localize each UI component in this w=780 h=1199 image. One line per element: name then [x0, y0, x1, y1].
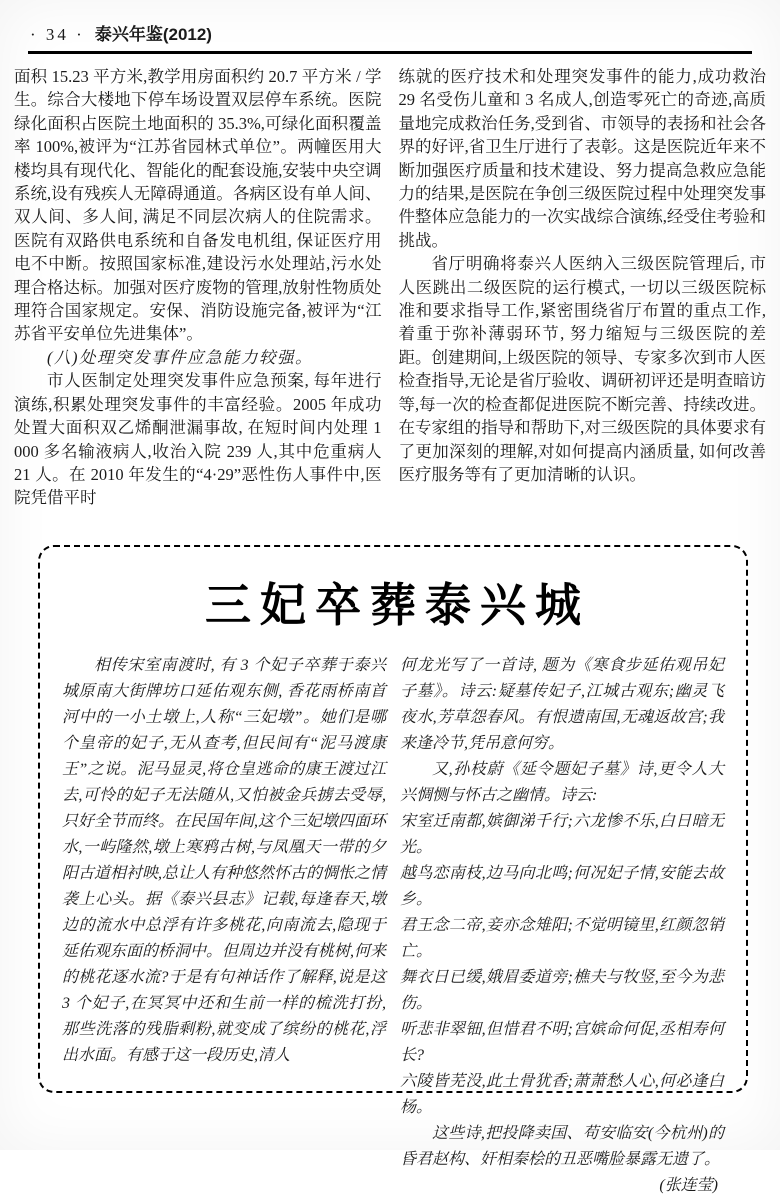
section-heading: (八)处理突发事件应急能力较强。 — [47, 347, 313, 367]
paragraph: 省厅明确将泰兴人医纳入三级医院管理后, 市人医跳出二级医院的运行模式, 一切以三级医院标准和要求指导工作,紧密围绕省厅布置的重点工作,着重于弥补薄弱环节, 努力缩短与三级医院的差距。创建期间,上级医院的领导、专家多次到市人医检查指导,无论是省厅验收、调研初评还是明查暗访等,每一次的检查都促进医院不断完善、持续改进。在专家组的指导和帮助下,对三级医院的具体要求有了更加深刻的理解,对如何提高内涵质量, 如何改善医疗服务等有了更加清晰的认识。 — [398, 254, 766, 484]
page-header — [14, 20, 766, 45]
poem-line: 越鸟恋南枝,边马向北鸣;何况妃子情,安能去故乡。 — [400, 865, 724, 908]
page-number: · 34 · — [30, 25, 85, 44]
poem-line: 宋室迁南都,嫔御涕千行;六龙惨不乐,白日暗无光。 — [400, 813, 724, 856]
article-right-column — [399, 65, 767, 510]
article-left-column — [14, 65, 382, 510]
paragraph: 面积 15.23 平方米,教学用房面积约 20.7 平方米 / 学生。综合大楼地下停车场设置双层停车系统。医院绿化面积占医院土地面积的 35.3%,可绿化面积覆盖率 100%,被评为“江苏省园林式单位”。两幢医用大楼均具有现代化、智能化的配套设施,安装中央空调系统,设有残疾人无障碍通道。各病区设有单人间、双人间、多人间, 满足不同层次病人的住院需求。医院有双路供电系统和自备发电机组, 保证医疗用电不中断。按照国家标准,建设污水处理站,污水处理合格达标。加强对医疗废物的管理,放射性物质处理符合国家规定。安保、消防设施完备,被评为“江苏省平安单位先进集体”。 — [14, 67, 382, 344]
paragraph: 何龙光写了一首诗, 题为《寒食步延佑观吊妃子墓》。诗云:疑墓传妃子,江城古观东;幽灵飞夜水,芳草怨春风。有恨遗南国,无魂返故宫;我来逢冷节,凭吊意何穷。 — [400, 657, 724, 752]
box-right-column — [400, 653, 724, 1199]
paragraph: 这些诗,把投降卖国、苟安临安(今杭州)的昏君赵构、奸相秦桧的丑恶嘴脸暴露无遗了。 — [400, 1125, 724, 1168]
byline: (张连莹) — [659, 1177, 718, 1194]
paragraph: 又,孙枝蔚《延令题妃子墓》诗,更令人大兴惆恻与怀古之幽情。诗云: — [400, 761, 724, 804]
poem-line: 君王念二帝,妾亦念雉阳;不觉明镜里,红颜忽销亡。 — [400, 917, 724, 960]
poem-line: 六陵皆芜没,此土骨犹香;萧萧愁人心,何必逢白杨。 — [400, 1073, 724, 1116]
feature-box-columns — [62, 653, 724, 1199]
feature-title: 三妃卒葬泰兴城 — [205, 580, 590, 631]
paragraph: 市人医制定处理突发事件应急预案, 每年进行演练,积累处理突发事件的丰富经验。2005 年成功处置大面积双乙烯酮泄漏事故, 在短时间内处理 1 000 多名输液病人,收治入院 239 人,其中危重病人 21 人。在 2010 年发生的“4·29”恶性伤人事件中,医院凭借平时 — [14, 371, 382, 508]
feature-box — [38, 545, 748, 1194]
header-rule — [28, 51, 752, 54]
box-left-column — [62, 653, 386, 1199]
poem-line: 听悲非翠钿,但惜君不明;宫嫔命何促,丞相寿何长? — [400, 1021, 724, 1064]
article-columns — [14, 65, 766, 510]
paragraph: 相传宋室南渡时, 有 3 个妃子卒葬于泰兴城原南大街牌坊口延佑观东侧, 香花雨桥南首河中的一小土墩上,人称“三妃墩”。她们是哪个皇帝的妃子,无从查考,但民间有“泥马渡康王”之说。泥马显灵,将仓皇逃命的康王渡过江去,可怜的妃子无法随从,又怕被金兵掳去受辱,只好全节而终。在民国年间,这个三妃墩四面环水,一屿隆然,墩上寒鸦古树,与凤凰天一带的夕阳古道相衬映,总让人有种悠然怀古的惆怅之情袭上心头。据《泰兴县志》记载,每逢春天,墩边的流水中总浮有许多桃花,向南流去,隐现于延佑观东面的桥洞中。但周边并没有桃树,何来的桃花逐水流?于是有句神话作了解释,说是这 3 个妃子,在冥冥中还和生前一样的梳洗打扮, 那些洗落的残脂剩粉,就变成了缤纷的桃花,浮出水面。有感于这一段历史,清人 — [62, 657, 387, 1064]
paragraph: 练就的医疗技术和处理突发事件的能力,成功救治 29 名受伤儿童和 3 名成人,创造零死亡的奇迹,高质量地完成救治任务,受到省、市领导的表扬和社会各界的好评,省卫生厅进行了表彰。这是医院近年来不断加强医疗质量和技术建设、努力提高急救应急能力的结果,是医院在争创三级医院过程中处理突发事件整体应急能力的一次实战综合演练,经受住考验和挑战。 — [398, 67, 766, 250]
book-title: 泰兴年鉴(2012) — [94, 25, 212, 44]
poem-line: 舞衣日已缓,娥眉委道旁;樵夫与牧竖,至今为悲伤。 — [400, 969, 724, 1012]
